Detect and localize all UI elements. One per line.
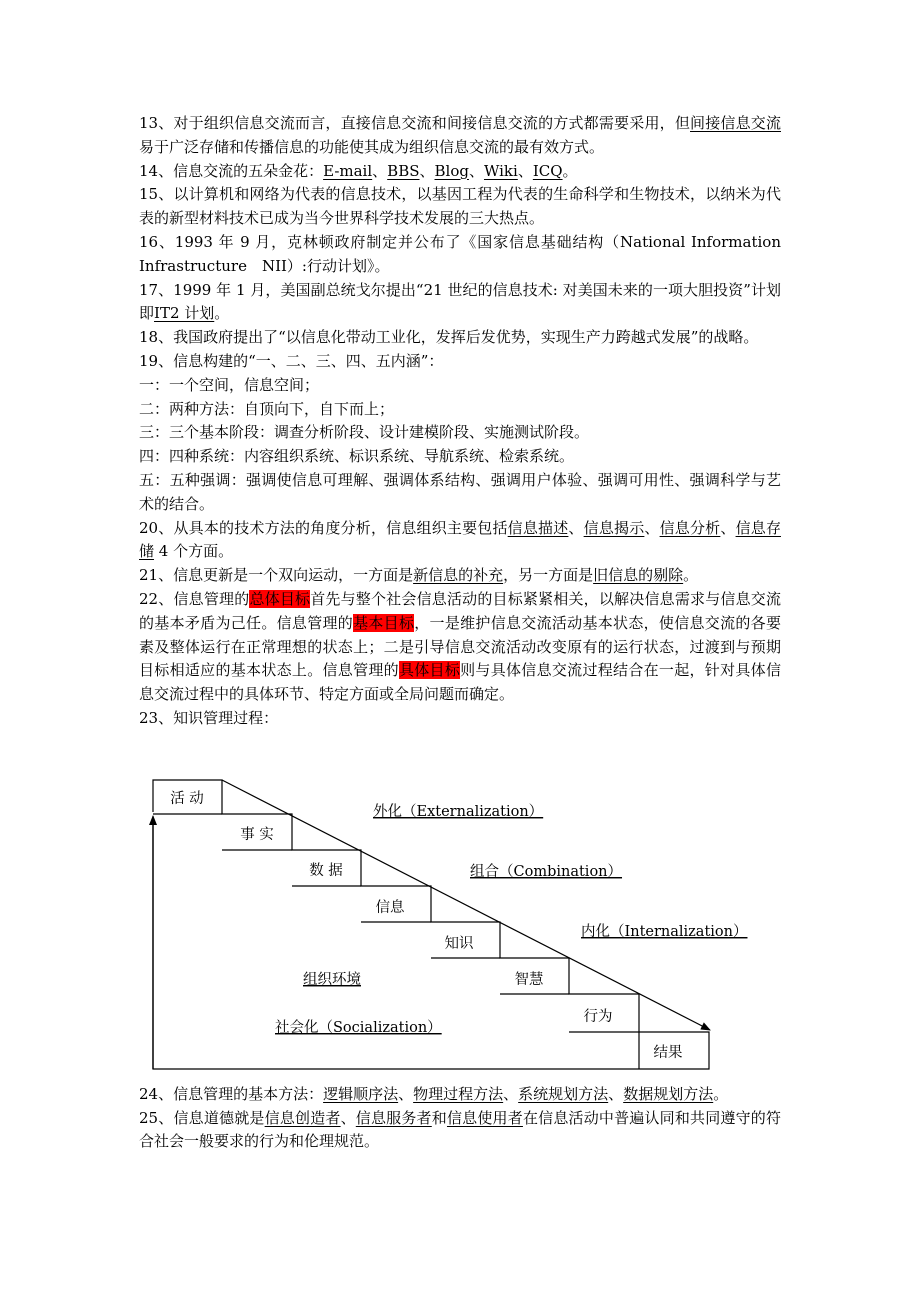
item-21-text-c: 。 xyxy=(683,566,699,585)
item-20 xyxy=(139,517,781,565)
item-24-sep-3: 、 xyxy=(608,1084,624,1103)
item-22-text-a: 22、信息管理的 xyxy=(139,589,250,608)
item-14-text-a: 14、信息交流的五朵金花： xyxy=(139,161,324,180)
diagram-canvas xyxy=(145,772,748,1082)
item-14-sep-4: 、 xyxy=(517,161,533,180)
item-20-text-b: 4 个方面。 xyxy=(154,542,234,561)
item-22-text-c: ，一是维护信息交流活动基本状态，使信息交流的各要素及整体运行在正常理想的状态上；二是引导信息交流活动改变原有的运行状态，过渡到与预期目标相适应的基本状态上。信息管理的 xyxy=(139,613,781,680)
item-19-line-4: 四：四种系统：内容组织系统、标识系统、导航系统、检索系统。 xyxy=(139,447,575,466)
item-17-text-b: 。 xyxy=(214,304,230,323)
item-14-sep-2: 、 xyxy=(419,161,435,180)
item-19-heading: 19、信息构建的“一、二、三、四、五内涵”： xyxy=(139,351,444,370)
item-13-text-a: 13、对于组织信息交流而言，直接信息交流和间接信息交流的方式都需要采用，但 xyxy=(139,114,691,132)
item-24-sep-2: 、 xyxy=(503,1084,519,1103)
step-data: 数 据 xyxy=(309,863,343,879)
item-20-term-4: 信息存储 xyxy=(139,518,781,561)
item-24-sep-1: 、 xyxy=(398,1084,414,1103)
item-25 xyxy=(139,1107,781,1155)
item-13-underlined-term: 间接信息交流 xyxy=(690,114,781,132)
step-fact: 事 实 xyxy=(240,827,274,843)
item-21 xyxy=(139,564,781,588)
item-18: 18、我国政府提出了“以信息化带动工业化，发挥后发优势，实现生产力跨越式发展”的战略。 xyxy=(139,328,759,347)
item-22-highlight-3: 具体目标 xyxy=(398,661,461,680)
item-14-term-blog: Blog xyxy=(434,161,469,180)
item-25-text-b: 和 xyxy=(431,1108,447,1127)
item-14-term-wiki: Wiki xyxy=(483,161,518,180)
item-20-term-1: 信息描述 xyxy=(507,518,569,537)
item-25-text-a: 25、信息道德就是 xyxy=(139,1108,265,1127)
item-24-term-2: 物理过程方法 xyxy=(413,1084,504,1103)
item-16-line-1: 16、1993 年 9 月，克林顿政府制定并公布了《国家信息基础结构（National Information xyxy=(139,232,781,251)
item-24-text-a: 24、信息管理的基本方法： xyxy=(139,1084,324,1103)
step-information: 信息 xyxy=(375,900,405,916)
item-16-line-2: Infrastructure NII）:行动计划》。 xyxy=(139,256,390,275)
item-20-sep-1: 、 xyxy=(568,518,584,537)
item-22 xyxy=(139,588,781,707)
item-20-sep-3: 、 xyxy=(720,518,736,537)
item-20-term-2: 信息揭示 xyxy=(583,518,645,537)
item-22-highlight-1: 总体目标 xyxy=(249,589,311,608)
item-25-term-2: 信息服务者 xyxy=(355,1108,432,1127)
item-13 xyxy=(139,112,781,160)
item-14-sep-3: 、 xyxy=(468,161,484,180)
item-19-line-1: 一：一个空间，信息空间； xyxy=(139,375,320,394)
item-22-text-d: 则与具体信息交流过程结合在一起，针对具体信息交流过程中的具体环节、特定方面或全局问题而确定。 xyxy=(139,661,781,704)
label-combination: 组合（Combination） xyxy=(470,864,623,880)
knowledge-management-diagram xyxy=(145,772,748,1082)
label-socialization: 社会化（Socialization） xyxy=(275,1020,442,1036)
item-21-text-a: 21、信息更新是一个双向运动，一方面是 xyxy=(139,566,414,585)
item-25-sep-1: 、 xyxy=(340,1108,356,1127)
item-21-text-b: ，另一方面是 xyxy=(503,566,594,585)
item-24-term-1: 逻辑顺序法 xyxy=(323,1084,399,1103)
item-14-end: 。 xyxy=(562,161,578,180)
item-19-line-3: 三：三个基本阶段：调查分析阶段、设计建模阶段、实施测试阶段。 xyxy=(139,423,590,442)
item-14-sep-1: 、 xyxy=(372,161,388,180)
item-20-term-3: 信息分析 xyxy=(659,518,721,537)
item-17-text-a: 17、1999 年 1 月，美国副总统戈尔提出“21 世纪的信息技术: 对美国未来的一项大胆投资”计划即 xyxy=(139,280,781,323)
item-25-term-3: 信息使用者 xyxy=(446,1108,523,1127)
item-14-term-bbs: BBS xyxy=(387,161,420,180)
step-result: 结果 xyxy=(653,1045,683,1061)
item-25-text-c: 在信息活动中普遍认同和共同遵守的符合社会一般要求的行为和伦理规范。 xyxy=(139,1108,781,1151)
item-24-term-3: 系统规划方法 xyxy=(518,1084,609,1103)
step-behavior: 行为 xyxy=(583,1009,613,1025)
label-externalization: 外化（Externalization） xyxy=(373,804,544,820)
item-24-text-b: 。 xyxy=(713,1084,729,1103)
step-knowledge: 知识 xyxy=(444,936,474,952)
item-24 xyxy=(139,1083,781,1107)
item-17 xyxy=(139,279,781,327)
step-activity: 活 动 xyxy=(170,791,204,807)
item-21-term-1: 新信息的补充 xyxy=(413,566,504,585)
item-14 xyxy=(139,160,781,184)
item-24-term-4: 数据规划方法 xyxy=(623,1084,714,1103)
item-14-term-icq: ICQ xyxy=(532,161,563,180)
item-13-text-b: 易于广泛存储和传播信息的功能使其成为组织信息交流的最有效方式。 xyxy=(139,137,605,156)
item-20-text-a: 20、从具本的技术方法的角度分析，信息组织主要包括 xyxy=(139,518,508,537)
step-wisdom: 智慧 xyxy=(514,972,544,988)
item-17-underlined-term: IT2 计划 xyxy=(154,304,215,323)
item-23: 23、知识管理过程： xyxy=(139,708,279,727)
item-14-term-email: E-mail xyxy=(323,161,373,180)
item-20-sep-2: 、 xyxy=(644,518,660,537)
label-organizational-environment: 组织环境 xyxy=(303,972,361,988)
item-22-highlight-2: 基本目标 xyxy=(353,613,415,632)
item-21-term-2: 旧信息的剔除 xyxy=(593,566,684,585)
item-19-line-5: 五：五种强调：强调使信息可理解、强调体系结构、强调用户体验、强调可用性、强调科学与艺术的结合。 xyxy=(139,470,781,513)
item-15: 15、以计算机和网络为代表的信息技术，以基因工程为代表的生命科学和生物技术，以纳米为代表的新型材料技术已成为当今世界科学技术发展的三大热点。 xyxy=(139,185,781,228)
item-19-line-2: 二：两种方法：自顶向下，自下而上； xyxy=(139,399,395,418)
item-22-text-b: 首先与整个社会信息活动的目标紧紧相关，以解决信息需求与信息交流的基本矛盾为己任。信息管理的 xyxy=(139,589,781,632)
label-internalization: 内化（Internalization） xyxy=(581,924,748,940)
item-25-term-1: 信息创造者 xyxy=(264,1108,341,1127)
